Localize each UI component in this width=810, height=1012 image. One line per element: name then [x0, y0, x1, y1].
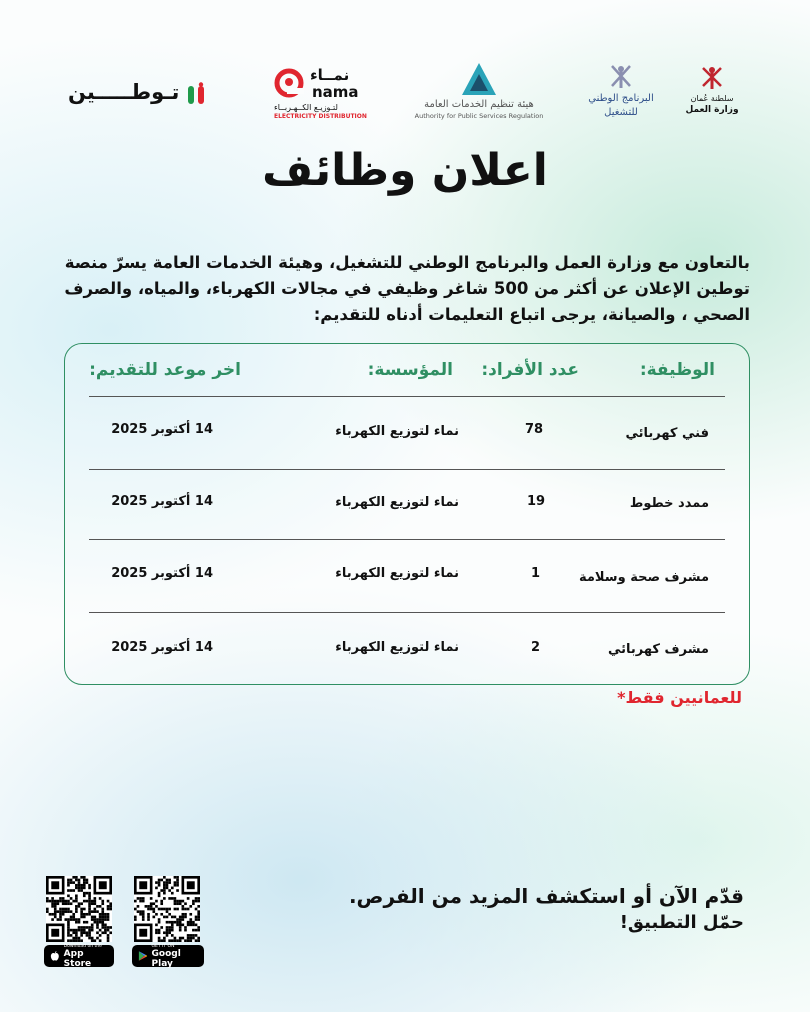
- nama-latin-sub: ELECTRICITY DISTRIBUTION: [274, 113, 367, 120]
- mol-line1: سلطنة عُمان: [690, 94, 734, 103]
- row-count: 78: [525, 422, 544, 437]
- apple-icon: [50, 950, 60, 962]
- cta-line2: حمّل التطبيق!: [619, 912, 744, 933]
- google-play-badge[interactable]: [132, 945, 204, 967]
- mol-line2: وزارة العمل: [685, 105, 739, 115]
- divider: [89, 612, 725, 613]
- google-play-icon: [138, 950, 148, 962]
- header-job: الوظيفة:: [639, 360, 715, 380]
- apsr-arabic-name: هيئة تنظيم الخدمات العامة: [424, 99, 534, 110]
- row-deadline: 14 أكتوبر 2025: [111, 494, 213, 509]
- google-play-small-label: GET IT ON: [151, 943, 175, 949]
- nama-latin-name: nama: [312, 83, 359, 101]
- row-deadline: 14 أكتوبر 2025: [111, 566, 213, 581]
- app-store-badge[interactable]: [44, 945, 114, 967]
- google-play-label: Googl Play: [151, 948, 181, 969]
- intro-paragraph: بالتعاون مع وزارة العمل والبرنامج الوطني للتشغيل، وهيئة الخدمات العامة يسرّ منصة توطين الإعلان عن أكثر من 500 شاغر وظيفي في مجالات الكهرباء، والمياه، والصرف الصحي ، والصيانة، يرجى اتباع التعليمات أدناه للتقديم:: [64, 253, 750, 324]
- row-job: مشرف صحة وسلامة: [579, 570, 709, 585]
- nep-logo: [578, 62, 664, 122]
- row-job: مشرف كهربائي: [607, 642, 709, 657]
- row-org: نماء لتوزيع الكهرباء: [335, 566, 459, 581]
- mol-logo: [682, 64, 742, 122]
- row-count: 2: [531, 640, 541, 655]
- jobs-table: [64, 343, 750, 685]
- oman-emblem-red-icon: [700, 64, 724, 90]
- apsr-latin-name: Authority for Public Services Regulation: [414, 112, 544, 120]
- apsr-logo: [408, 62, 550, 122]
- cta-line1: قدّم الآن أو استكشف المزيد من الفرص.: [348, 884, 744, 908]
- divider: [89, 396, 725, 397]
- tawteen-logo: [68, 80, 208, 110]
- tawteen-logo-text: تـوطـــــين: [68, 80, 180, 104]
- app-store-label: App Store: [63, 948, 92, 969]
- nep-line1: البرنامج الوطني: [588, 93, 654, 104]
- header-org: المؤسسة:: [367, 360, 453, 380]
- row-job: فني كهربائي: [625, 426, 709, 441]
- divider: [89, 539, 725, 540]
- row-count: 19: [527, 494, 546, 509]
- nep-line2: للتشغيل: [604, 107, 638, 118]
- row-count: 1: [531, 566, 541, 581]
- header-count: عدد الأفراد:: [481, 360, 579, 380]
- eligibility-note: للعمانيين فقط*: [617, 688, 742, 707]
- row-deadline: 14 أكتوبر 2025: [111, 422, 213, 437]
- header-deadline: اخر موعد للتقديم:: [89, 360, 241, 380]
- app-store-small-label: Download on the: [63, 943, 102, 949]
- apsr-triangle-icon: [461, 62, 497, 96]
- row-job: ممدد خطوط: [629, 496, 709, 511]
- qr-code-google-play[interactable]: [134, 876, 200, 942]
- row-org: نماء لتوزيع الكهرباء: [335, 640, 459, 655]
- nama-swirl-icon: [274, 68, 304, 98]
- nama-arabic-name: نمــاء: [310, 66, 350, 84]
- oman-emblem-icon: [608, 62, 634, 90]
- nama-logo: [270, 66, 367, 122]
- row-org: نماء لتوزيع الكهرباء: [335, 424, 459, 439]
- qr-code-app-store[interactable]: [46, 876, 112, 942]
- divider: [89, 469, 725, 470]
- row-org: نماء لتوزيع الكهرباء: [335, 495, 459, 510]
- tawteen-mark-icon: [186, 82, 208, 106]
- row-deadline: 14 أكتوبر 2025: [111, 640, 213, 655]
- page-title: اعلان وظائف: [262, 145, 548, 196]
- nama-arabic-sub: لتـوزيـع الكــهـربــاء: [274, 103, 338, 112]
